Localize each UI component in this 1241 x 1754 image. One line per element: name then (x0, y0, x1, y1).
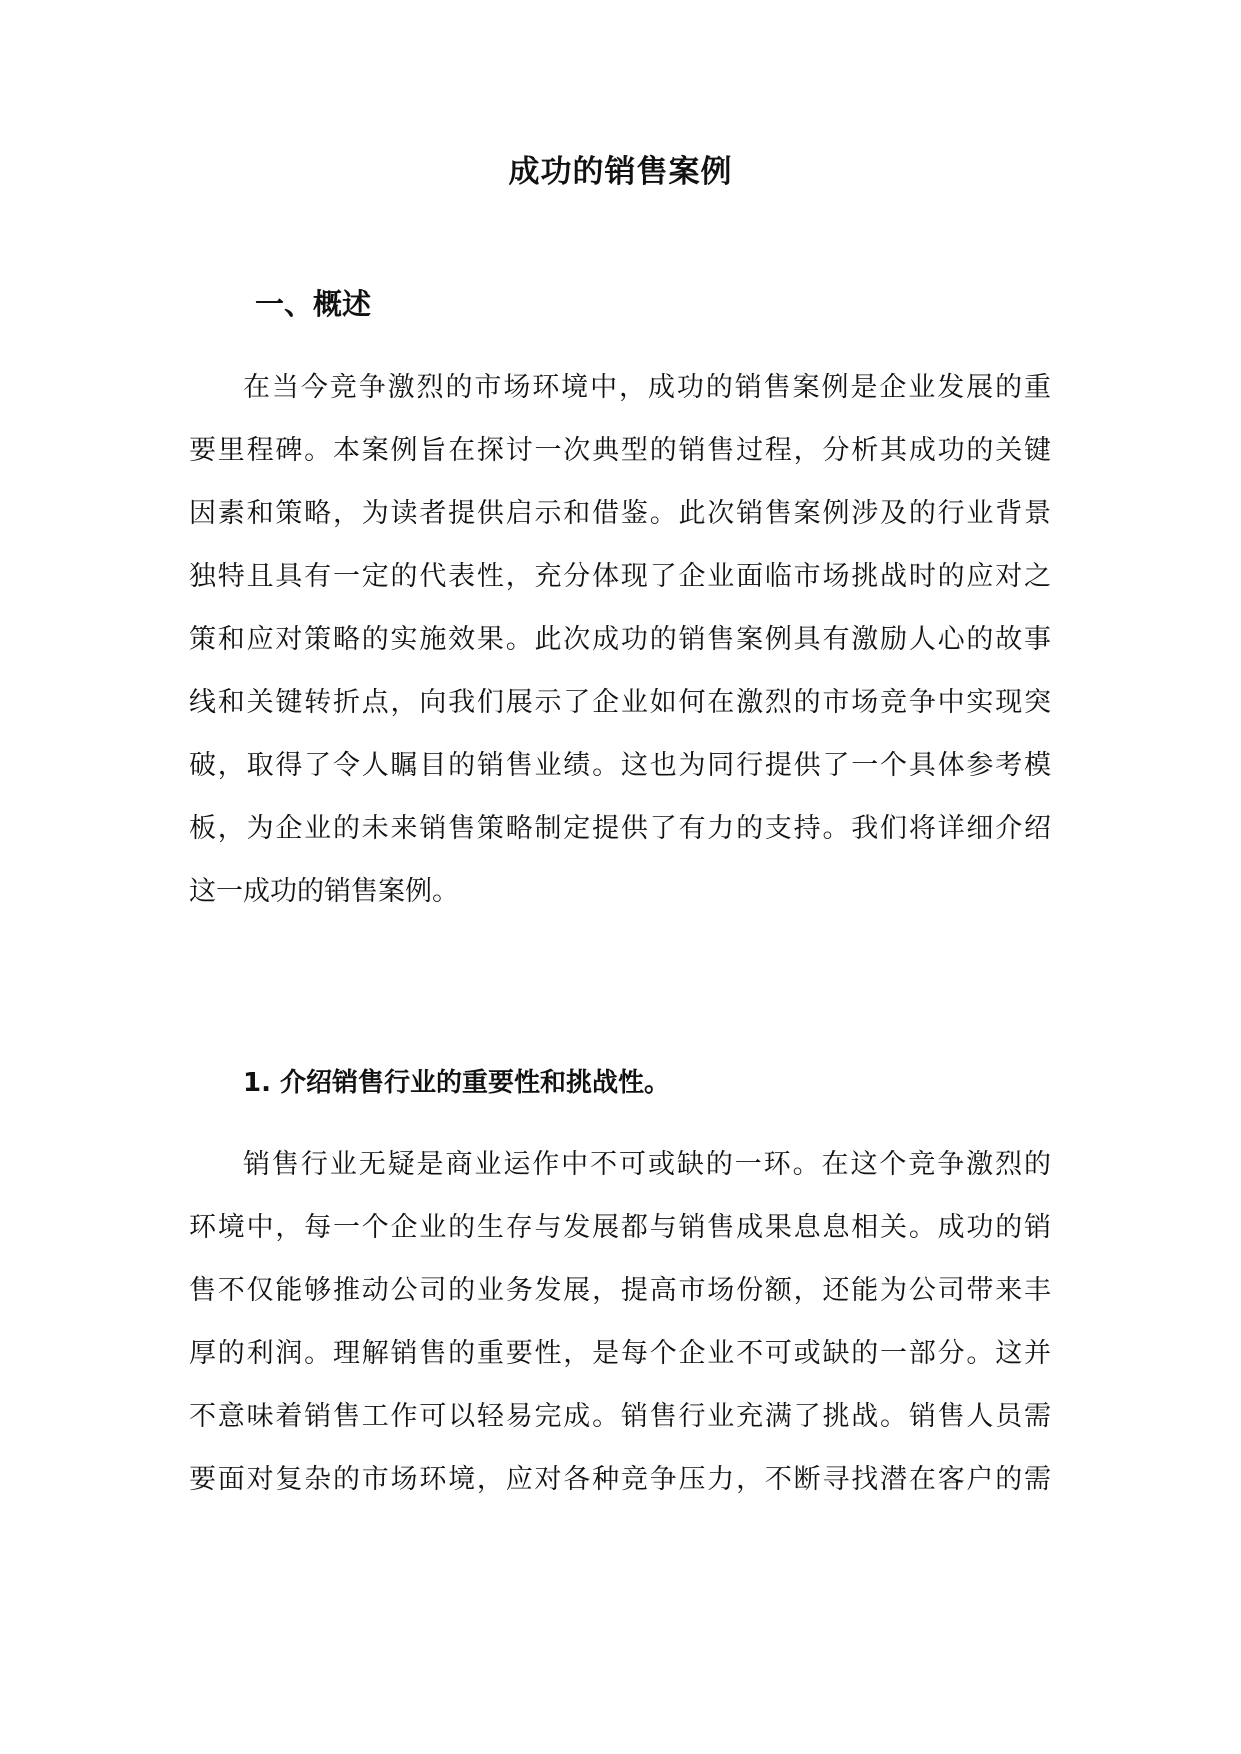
paragraph-line: 环境中，每一个企业的生存与发展都与销售成果息息相关。成功的销 (189, 1212, 1051, 1243)
paragraph-line: 线和关键转折点，向我们展示了企业如何在激烈的市场竞争中实现突 (189, 687, 1051, 718)
paragraph-line: 要里程碑。本案例旨在探讨一次典型的销售过程，分析其成功的关键 (189, 435, 1051, 466)
paragraph-line: 在当今竞争激烈的市场环境中，成功的销售案例是企业发展的重 (243, 372, 1051, 403)
paragraph-line: 这一成功的销售案例。 (189, 876, 459, 907)
paragraph-line: 独特且具有一定的代表性，充分体现了企业面临市场挑战时的应对之 (189, 561, 1051, 592)
sub-heading-importance: 1. 介绍销售行业的重要性和挑战性。 (243, 1068, 671, 1098)
section-heading-overview: 一、概述 (255, 287, 372, 321)
paragraph-importance (189, 1133, 1051, 1511)
document-title: 成功的销售案例 (508, 154, 733, 190)
paragraph-line: 售不仅能够推动公司的业务发展，提高市场份额，还能为公司带来丰 (189, 1275, 1051, 1306)
paragraph-line: 要面对复杂的市场环境，应对各种竞争压力，不断寻找潜在客户的需 (189, 1464, 1051, 1495)
paragraph-line: 厚的利润。理解销售的重要性，是每个企业不可或缺的一部分。这并 (189, 1338, 1051, 1369)
paragraph-line: 破，取得了令人瞩目的销售业绩。这也为同行提供了一个具体参考模 (189, 750, 1051, 781)
paragraph-line: 板，为企业的未来销售策略制定提供了有力的支持。我们将详细介绍 (189, 813, 1051, 844)
paragraph-line: 因素和策略，为读者提供启示和借鉴。此次销售案例涉及的行业背景 (189, 498, 1051, 529)
paragraph-line: 策和应对策略的实施效果。此次成功的销售案例具有激励人心的故事 (189, 624, 1051, 655)
paragraph-overview (189, 356, 1051, 923)
paragraph-line: 不意味着销售工作可以轻易完成。销售行业充满了挑战。销售人员需 (189, 1401, 1051, 1432)
paragraph-line: 销售行业无疑是商业运作中不可或缺的一环。在这个竞争激烈的 (243, 1149, 1051, 1180)
